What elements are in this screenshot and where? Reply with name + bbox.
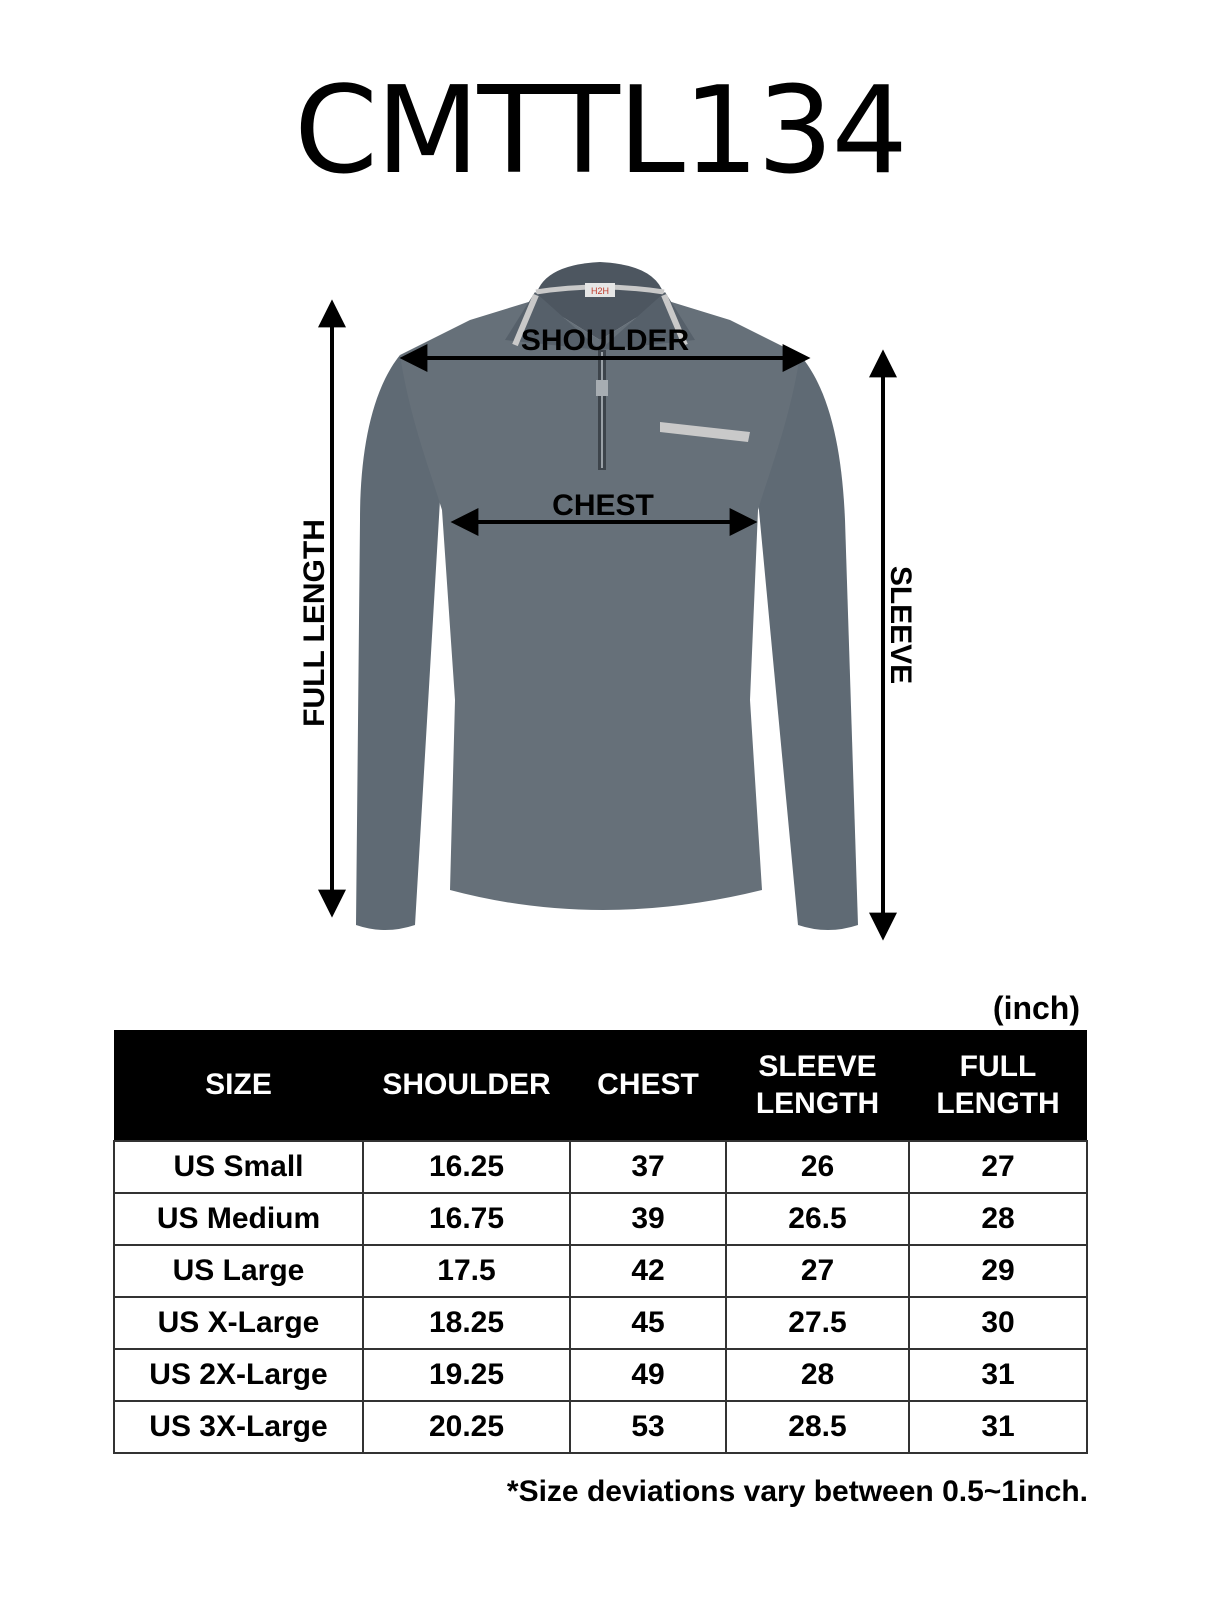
header-chest: CHEST [570,1030,726,1141]
cell-sleeve: 28 [726,1349,909,1401]
cell-size: US Medium [114,1193,363,1245]
cell-chest: 37 [570,1141,726,1193]
cell-full-length: 27 [909,1141,1087,1193]
cell-shoulder: 18.25 [363,1297,570,1349]
cell-chest: 53 [570,1401,726,1453]
header-sleeve-length: SLEEVE LENGTH [726,1030,909,1141]
cell-size: US 2X-Large [114,1349,363,1401]
size-deviation-note: *Size deviations vary between 0.5~1inch. [506,1475,1088,1508]
cell-chest: 49 [570,1349,726,1401]
header-shoulder: SHOULDER [363,1030,570,1141]
cell-size: US 3X-Large [114,1401,363,1453]
unit-label: (inch) [992,990,1080,1026]
cell-shoulder: 19.25 [363,1349,570,1401]
table-row [114,1245,1087,1297]
size-chart-table [113,1030,1088,1454]
cell-size: US Large [114,1245,363,1297]
cell-shoulder: 16.75 [363,1193,570,1245]
cell-chest: 39 [570,1193,726,1245]
shirt-icon [356,262,858,930]
sleeve-label: SLEEVE [884,565,917,685]
cell-size: US Small [114,1141,363,1193]
table-row [114,1401,1087,1453]
cell-sleeve: 26.5 [726,1193,909,1245]
cell-shoulder: 20.25 [363,1401,570,1453]
brand-tag-label: H2H [590,286,610,296]
cell-sleeve: 26 [726,1141,909,1193]
chest-label: CHEST [552,489,654,522]
product-code-title: CMTTL134 [294,62,906,201]
cell-full-length: 28 [909,1193,1087,1245]
cell-size: US X-Large [114,1297,363,1349]
cell-chest: 42 [570,1245,726,1297]
table-row [114,1349,1087,1401]
cell-full-length: 31 [909,1349,1087,1401]
header-size: SIZE [114,1030,363,1141]
cell-sleeve: 28.5 [726,1401,909,1453]
cell-full-length: 30 [909,1297,1087,1349]
cell-shoulder: 16.25 [363,1141,570,1193]
cell-sleeve: 27 [726,1245,909,1297]
full-length-label: FULL LENGTH [298,519,331,727]
table-row [114,1141,1087,1193]
cell-full-length: 31 [909,1401,1087,1453]
cell-full-length: 29 [909,1245,1087,1297]
cell-chest: 45 [570,1297,726,1349]
table-row [114,1193,1087,1245]
table-row [114,1297,1087,1349]
header-full-length: FULL LENGTH [909,1030,1087,1141]
cell-shoulder: 17.5 [363,1245,570,1297]
table-header-row [114,1030,1087,1141]
cell-sleeve: 27.5 [726,1297,909,1349]
shoulder-label: SHOULDER [520,324,690,357]
